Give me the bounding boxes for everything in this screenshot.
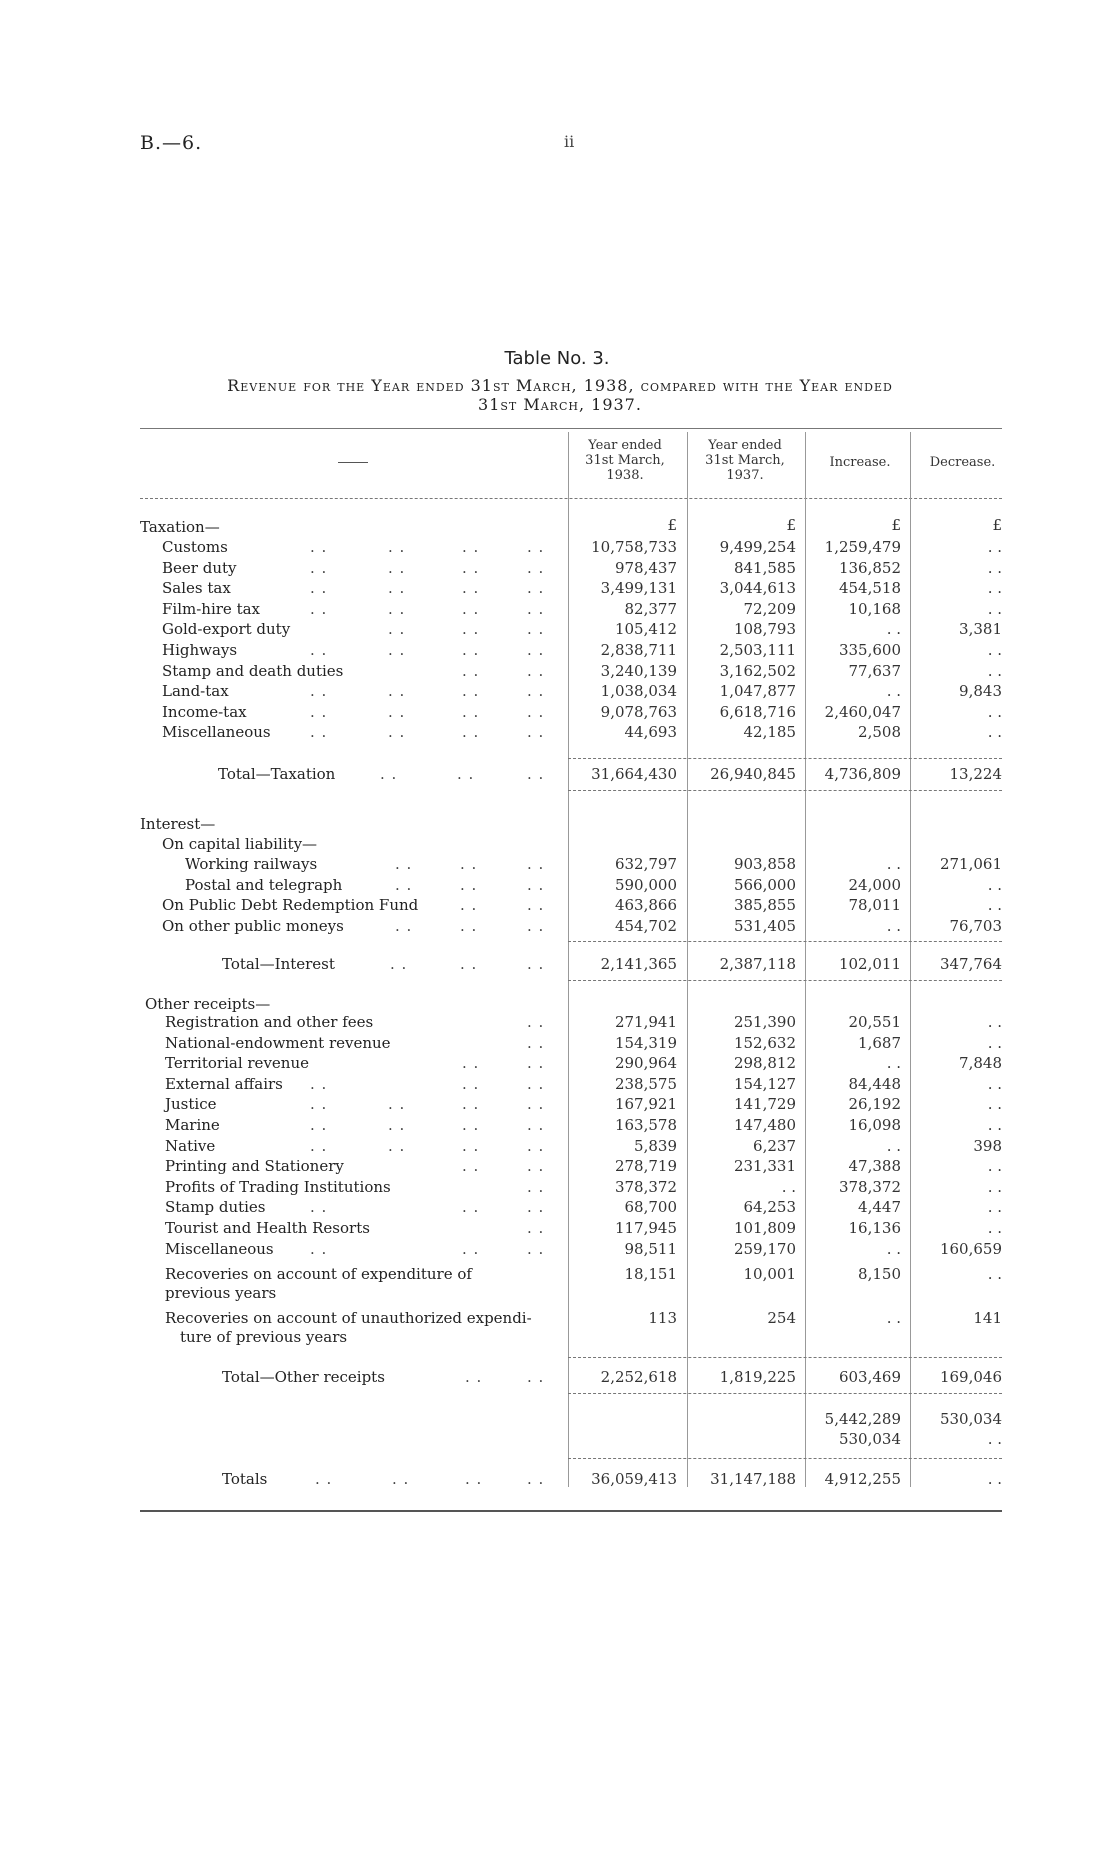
leader-dots: . . <box>310 703 328 721</box>
leader-dots: . . <box>527 1137 545 1155</box>
row-value-c4: . . <box>987 896 1002 914</box>
row-value-c2: 9,499,254 <box>719 538 796 556</box>
row-value-c3: 20,551 <box>848 1013 901 1031</box>
leader-dots: . . <box>527 1178 545 1196</box>
row-value-c1: 154,319 <box>614 1034 677 1052</box>
leader-dots: . . <box>310 600 328 618</box>
column-header-blank <box>338 462 368 463</box>
leader-dots: . . <box>462 1137 480 1155</box>
row-value-c1: 98,511 <box>624 1240 677 1258</box>
row-label: Territorial revenue <box>165 1054 309 1072</box>
column-header-line: 31st March, <box>705 453 785 468</box>
row-value-c2: 298,812 <box>733 1054 796 1072</box>
leader-dots: . . <box>527 1013 545 1031</box>
row-value-c2: 64,253 <box>743 1198 796 1216</box>
row-value-c1: 68,700 <box>624 1198 677 1216</box>
net-decrease-offset: . . <box>987 1430 1002 1448</box>
leader-dots: . . <box>527 600 545 618</box>
leader-dots: . . <box>462 1240 480 1258</box>
row-value-c4: 398 <box>973 1137 1002 1155</box>
leader-dots: . . <box>388 559 406 577</box>
row-label: Working railways <box>185 855 318 873</box>
page-number: ii <box>564 132 575 151</box>
row-value-c4: . . <box>987 1178 1002 1196</box>
leader-dots: . . <box>527 641 545 659</box>
leader-dots: . . <box>462 1116 480 1134</box>
row-value-c4: . . <box>987 703 1002 721</box>
total-interest-increase: 102,011 <box>838 955 901 973</box>
leader-dots: . . <box>462 538 480 556</box>
leader-dots: . . <box>388 620 406 638</box>
row-value-c3: 16,098 <box>848 1116 901 1134</box>
row-label: National-endowment revenue <box>165 1034 391 1052</box>
leader-dots: . . <box>395 876 413 894</box>
row-value-c2: 2,503,111 <box>719 641 796 659</box>
leader-dots: . . <box>310 723 328 741</box>
row-value-c4: 160,659 <box>939 1240 1002 1258</box>
row-value-c4: . . <box>987 1095 1002 1113</box>
row-value-c3: 454,518 <box>838 579 901 597</box>
leader-dots: . . <box>527 1219 545 1237</box>
recoveries-unauthorized-increase: . . <box>886 1309 901 1327</box>
leader-dots: . . <box>462 1054 480 1072</box>
row-value-c1: 9,078,763 <box>600 703 677 721</box>
leader-dots: . . <box>388 682 406 700</box>
leader-dots: . . <box>462 703 480 721</box>
recoveries-expenditure-1937: 10,001 <box>743 1265 796 1283</box>
subtitle-line-2: 31st March, 1937. <box>478 395 642 414</box>
row-value-c3: 4,447 <box>858 1198 901 1216</box>
total-taxation-increase: 4,736,809 <box>824 765 901 783</box>
row-value-c1: 238,575 <box>614 1075 677 1093</box>
row-value-c1: 44,693 <box>624 723 677 741</box>
leader-dots: . . <box>527 955 545 973</box>
row-value-c4: . . <box>987 559 1002 577</box>
total-other-receipts-decrease: 169,046 <box>939 1368 1002 1386</box>
total-interest-decrease: 347,764 <box>939 955 1002 973</box>
leader-dots: . . <box>460 917 478 935</box>
row-value-c3: 47,388 <box>848 1157 901 1175</box>
leader-dots: . . <box>462 1157 480 1175</box>
row-value-c4: . . <box>987 1075 1002 1093</box>
row-label: Postal and telegraph <box>185 876 343 894</box>
leader-dots: . . <box>462 620 480 638</box>
row-value-c2: 152,632 <box>733 1034 796 1052</box>
leader-dots: . . <box>527 765 545 783</box>
section-heading-taxation: Taxation— <box>140 518 220 536</box>
column-divider <box>910 432 911 1487</box>
leader-dots: . . <box>527 662 545 680</box>
leader-dots: . . <box>527 538 545 556</box>
leader-dots: . . <box>527 703 545 721</box>
row-value-c3: 78,011 <box>848 896 901 914</box>
leader-dots: . . <box>315 1470 333 1488</box>
row-value-c4: . . <box>987 1198 1002 1216</box>
header-bottom-rule <box>140 498 1002 499</box>
leader-dots: . . <box>388 723 406 741</box>
leader-dots: . . <box>462 641 480 659</box>
recoveries-unauthorized-1938: 113 <box>648 1309 677 1327</box>
leader-dots: . . <box>310 538 328 556</box>
row-value-c3: 2,508 <box>858 723 901 741</box>
column-header-increase: Increase. <box>829 455 891 470</box>
row-value-c1: 278,719 <box>614 1157 677 1175</box>
leader-dots: . . <box>527 723 545 741</box>
row-value-c1: 117,945 <box>614 1219 677 1237</box>
row-value-c3: . . <box>886 1054 901 1072</box>
row-value-c2: 108,793 <box>733 620 796 638</box>
leader-dots: . . <box>390 955 408 973</box>
grand-total-top-rule <box>568 1458 1002 1459</box>
column-divider <box>568 432 569 1487</box>
row-label: Gold-export duty <box>162 620 291 638</box>
total-taxation-label: Total—Taxation <box>218 765 336 783</box>
row-value-c1: 290,964 <box>614 1054 677 1072</box>
section-heading-other-receipts: Other receipts— <box>145 995 271 1013</box>
row-value-c4: . . <box>987 723 1002 741</box>
leader-dots: . . <box>310 1137 328 1155</box>
total-interest-label: Total—Interest <box>222 955 335 973</box>
row-value-c2: 6,618,716 <box>719 703 796 721</box>
row-value-c4: . . <box>987 1013 1002 1031</box>
leader-dots: . . <box>310 1240 328 1258</box>
row-label: Stamp and death duties <box>162 662 344 680</box>
recoveries-expenditure-line-1: Recoveries on account of expenditure of <box>165 1265 472 1283</box>
row-value-c2: 101,809 <box>733 1219 796 1237</box>
row-value-c2: 903,858 <box>733 855 796 873</box>
column-header-decrease: Decrease. <box>929 455 996 470</box>
row-label: Stamp duties <box>165 1198 266 1216</box>
leader-dots: . . <box>462 579 480 597</box>
row-value-c1: 590,000 <box>614 876 677 894</box>
grand-total-decrease: . . <box>987 1470 1002 1488</box>
row-value-c4: . . <box>987 1034 1002 1052</box>
leader-dots: . . <box>388 1137 406 1155</box>
leader-dots: . . <box>460 896 478 914</box>
row-label: Income-tax <box>162 703 247 721</box>
column-divider <box>805 432 806 1487</box>
row-value-c1: 105,412 <box>614 620 677 638</box>
row-value-c2: 259,170 <box>733 1240 796 1258</box>
row-value-c2: 231,331 <box>733 1157 796 1175</box>
column-header-line: 1938. <box>606 468 644 483</box>
total-other-receipts-1937: 1,819,225 <box>719 1368 796 1386</box>
header-top-rule <box>140 428 1002 429</box>
row-value-c4: . . <box>987 1157 1002 1175</box>
row-value-c3: . . <box>886 682 901 700</box>
recoveries-expenditure-1938: 18,151 <box>624 1265 677 1283</box>
total-interest-1938: 2,141,365 <box>600 955 677 973</box>
leader-dots: . . <box>527 917 545 935</box>
table-title: Table No. 3. <box>504 348 610 369</box>
row-value-c1: 82,377 <box>624 600 677 618</box>
row-value-c4: . . <box>987 538 1002 556</box>
row-label: Land-tax <box>162 682 229 700</box>
leader-dots: . . <box>527 1368 545 1386</box>
row-value-c2: 141,729 <box>733 1095 796 1113</box>
leader-dots: . . <box>527 1157 545 1175</box>
grand-total-1937: 31,147,188 <box>710 1470 796 1488</box>
leader-dots: . . <box>527 855 545 873</box>
row-value-c3: . . <box>886 1137 901 1155</box>
row-label: On other public moneys <box>162 917 344 935</box>
subtitle-line-1: Revenue for the Year ended 31st March, 1938, compared with the Year ended <box>227 376 893 395</box>
row-label: Beer duty <box>162 559 237 577</box>
row-value-c2: 531,405 <box>733 917 796 935</box>
row-value-c3: 26,192 <box>848 1095 901 1113</box>
subtotal-rule <box>568 1393 1002 1394</box>
row-value-c1: 454,702 <box>614 917 677 935</box>
row-value-c1: 632,797 <box>614 855 677 873</box>
row-value-c4: . . <box>987 579 1002 597</box>
recoveries-expenditure-line-2: previous years <box>165 1284 277 1302</box>
leader-dots: . . <box>388 703 406 721</box>
row-value-c4: . . <box>987 1116 1002 1134</box>
row-value-c2: 147,480 <box>733 1116 796 1134</box>
subtotal-rule <box>568 758 1002 759</box>
leader-dots: . . <box>395 855 413 873</box>
recoveries-unauthorized-decrease: 141 <box>973 1309 1002 1327</box>
row-value-c3: 136,852 <box>838 559 901 577</box>
row-value-c2: 566,000 <box>733 876 796 894</box>
section-heading-interest: Interest— <box>140 815 216 833</box>
currency-symbol: £ <box>786 516 796 534</box>
row-value-c3: . . <box>886 620 901 638</box>
recoveries-unauthorized-line-1: Recoveries on account of unauthorized expendi- <box>165 1309 532 1327</box>
row-value-c3: 335,600 <box>838 641 901 659</box>
leader-dots: . . <box>310 1198 328 1216</box>
leader-dots: . . <box>457 765 475 783</box>
subtotal-rule <box>568 980 1002 981</box>
leader-dots: . . <box>460 876 478 894</box>
row-value-c4: 3,381 <box>959 620 1002 638</box>
row-value-c3: 16,136 <box>848 1219 901 1237</box>
row-value-c1: 3,240,139 <box>600 662 677 680</box>
leader-dots: . . <box>460 955 478 973</box>
leader-dots: . . <box>462 682 480 700</box>
row-value-c3: 1,687 <box>858 1034 901 1052</box>
grand-total-1938: 36,059,413 <box>591 1470 677 1488</box>
row-value-c3: . . <box>886 1240 901 1258</box>
column-header-line: 31st March, <box>585 453 665 468</box>
total-taxation-1937: 26,940,845 <box>710 765 796 783</box>
row-value-c2: 6,237 <box>753 1137 796 1155</box>
row-value-c1: 3,499,131 <box>600 579 677 597</box>
row-value-c2: 154,127 <box>733 1075 796 1093</box>
leader-dots: . . <box>527 1240 545 1258</box>
row-value-c2: 3,162,502 <box>719 662 796 680</box>
column-header-line: Year ended <box>708 438 782 453</box>
total-taxation-decrease: 13,224 <box>949 765 1002 783</box>
total-taxation-1938: 31,664,430 <box>591 765 677 783</box>
leader-dots: . . <box>462 1095 480 1113</box>
leader-dots: . . <box>527 1054 545 1072</box>
leader-dots: . . <box>527 1034 545 1052</box>
row-value-c2: 72,209 <box>743 600 796 618</box>
leader-dots: . . <box>310 1095 328 1113</box>
row-value-c4: . . <box>987 876 1002 894</box>
leader-dots: . . <box>527 1198 545 1216</box>
row-label: Highways <box>162 641 238 659</box>
row-value-c3: . . <box>886 855 901 873</box>
row-value-c2: 1,047,877 <box>719 682 796 700</box>
row-label: Profits of Trading Institutions <box>165 1178 391 1196</box>
row-label: Justice <box>165 1095 217 1113</box>
leader-dots: . . <box>388 538 406 556</box>
leader-dots: . . <box>310 682 328 700</box>
recoveries-unauthorized-line-2: ture of previous years <box>180 1328 348 1346</box>
leader-dots: . . <box>462 600 480 618</box>
leader-dots: . . <box>465 1470 483 1488</box>
leader-dots: . . <box>527 1095 545 1113</box>
row-label: Miscellaneous <box>162 723 271 741</box>
row-value-c4: 7,848 <box>959 1054 1002 1072</box>
total-other-receipts-increase: 603,469 <box>838 1368 901 1386</box>
leader-dots: . . <box>388 600 406 618</box>
row-value-c3: 10,168 <box>848 600 901 618</box>
subtotal-rule <box>568 941 1002 942</box>
leader-dots: . . <box>527 1116 545 1134</box>
net-increase-sum: 5,442,289 <box>824 1410 901 1428</box>
currency-symbol: £ <box>891 516 901 534</box>
row-value-c1: 167,921 <box>614 1095 677 1113</box>
row-value-c1: 463,866 <box>614 896 677 914</box>
row-value-c1: 2,838,711 <box>600 641 677 659</box>
row-value-c4: . . <box>987 641 1002 659</box>
leader-dots: . . <box>392 1470 410 1488</box>
leader-dots: . . <box>465 1368 483 1386</box>
leader-dots: . . <box>527 1075 545 1093</box>
row-value-c1: 1,038,034 <box>600 682 677 700</box>
row-value-c1: 978,437 <box>614 559 677 577</box>
row-value-c3: 84,448 <box>848 1075 901 1093</box>
row-value-c2: 42,185 <box>743 723 796 741</box>
row-label: Registration and other fees <box>165 1013 374 1031</box>
leader-dots: . . <box>310 1116 328 1134</box>
row-value-c3: 1,259,479 <box>824 538 901 556</box>
row-value-c4: 9,843 <box>959 682 1002 700</box>
row-label: Film-hire tax <box>162 600 260 618</box>
row-value-c3: 24,000 <box>848 876 901 894</box>
column-divider <box>687 432 688 1487</box>
document-reference: B.—6. <box>140 132 203 154</box>
row-label: Native <box>165 1137 216 1155</box>
grand-total-label: Totals <box>222 1470 268 1488</box>
table-bottom-rule <box>140 1510 1002 1512</box>
grand-total-increase: 4,912,255 <box>824 1470 901 1488</box>
subheading-capital-liability: On capital liability— <box>162 835 318 853</box>
leader-dots: . . <box>388 579 406 597</box>
column-header-line: Year ended <box>588 438 662 453</box>
leader-dots: . . <box>462 723 480 741</box>
total-other-receipts-label: Total—Other receipts <box>222 1368 385 1386</box>
row-value-c4: 271,061 <box>939 855 1002 873</box>
row-value-c4: 76,703 <box>949 917 1002 935</box>
leader-dots: . . <box>527 559 545 577</box>
row-value-c3: 77,637 <box>848 662 901 680</box>
row-value-c3: 378,372 <box>838 1178 901 1196</box>
leader-dots: . . <box>460 855 478 873</box>
net-increase-offset: 530,034 <box>838 1430 901 1448</box>
recoveries-expenditure-increase: 8,150 <box>858 1265 901 1283</box>
row-label: On Public Debt Redemption Fund <box>162 896 419 914</box>
row-label: Printing and Stationery <box>165 1157 344 1175</box>
row-value-c1: 10,758,733 <box>591 538 677 556</box>
leader-dots: . . <box>462 1075 480 1093</box>
row-value-c1: 163,578 <box>614 1116 677 1134</box>
net-decrease-sum: 530,034 <box>939 1410 1002 1428</box>
leader-dots: . . <box>388 641 406 659</box>
row-value-c1: 378,372 <box>614 1178 677 1196</box>
row-value-c2: 841,585 <box>733 559 796 577</box>
row-value-c3: . . <box>886 917 901 935</box>
row-value-c2: 251,390 <box>733 1013 796 1031</box>
column-header-1937 <box>690 438 800 483</box>
leader-dots: . . <box>310 579 328 597</box>
leader-dots: . . <box>527 1470 545 1488</box>
total-interest-1937: 2,387,118 <box>719 955 796 973</box>
currency-symbol: £ <box>992 516 1002 534</box>
row-label: Miscellaneous <box>165 1240 274 1258</box>
row-value-c4: . . <box>987 600 1002 618</box>
leader-dots: . . <box>388 1116 406 1134</box>
row-value-c1: 5,839 <box>634 1137 677 1155</box>
leader-dots: . . <box>527 579 545 597</box>
row-value-c2: . . <box>781 1178 796 1196</box>
leader-dots: . . <box>462 662 480 680</box>
leader-dots: . . <box>395 917 413 935</box>
leader-dots: . . <box>462 559 480 577</box>
row-label: Tourist and Health Resorts <box>165 1219 370 1237</box>
leader-dots: . . <box>527 620 545 638</box>
row-value-c2: 385,855 <box>733 896 796 914</box>
column-header-line: 1937. <box>726 468 764 483</box>
row-label: Marine <box>165 1116 220 1134</box>
row-label: Sales tax <box>162 579 231 597</box>
subtotal-rule <box>568 790 1002 791</box>
row-value-c2: 3,044,613 <box>719 579 796 597</box>
total-other-receipts-1938: 2,252,618 <box>600 1368 677 1386</box>
leader-dots: . . <box>462 1198 480 1216</box>
table-subtitle <box>140 376 980 414</box>
row-value-c4: . . <box>987 662 1002 680</box>
leader-dots: . . <box>527 896 545 914</box>
recoveries-expenditure-decrease: . . <box>987 1265 1002 1283</box>
leader-dots: . . <box>310 1075 328 1093</box>
leader-dots: . . <box>310 559 328 577</box>
leader-dots: . . <box>388 1095 406 1113</box>
row-value-c4: . . <box>987 1219 1002 1237</box>
leader-dots: . . <box>310 641 328 659</box>
currency-symbol: £ <box>667 516 677 534</box>
recoveries-unauthorized-1937: 254 <box>767 1309 796 1327</box>
leader-dots: . . <box>527 682 545 700</box>
row-label: Customs <box>162 538 228 556</box>
row-value-c3: 2,460,047 <box>824 703 901 721</box>
row-value-c1: 271,941 <box>614 1013 677 1031</box>
row-label: External affairs <box>165 1075 283 1093</box>
leader-dots: . . <box>527 876 545 894</box>
column-header-1938 <box>570 438 680 483</box>
subtotal-rule <box>568 1357 1002 1358</box>
leader-dots: . . <box>380 765 398 783</box>
